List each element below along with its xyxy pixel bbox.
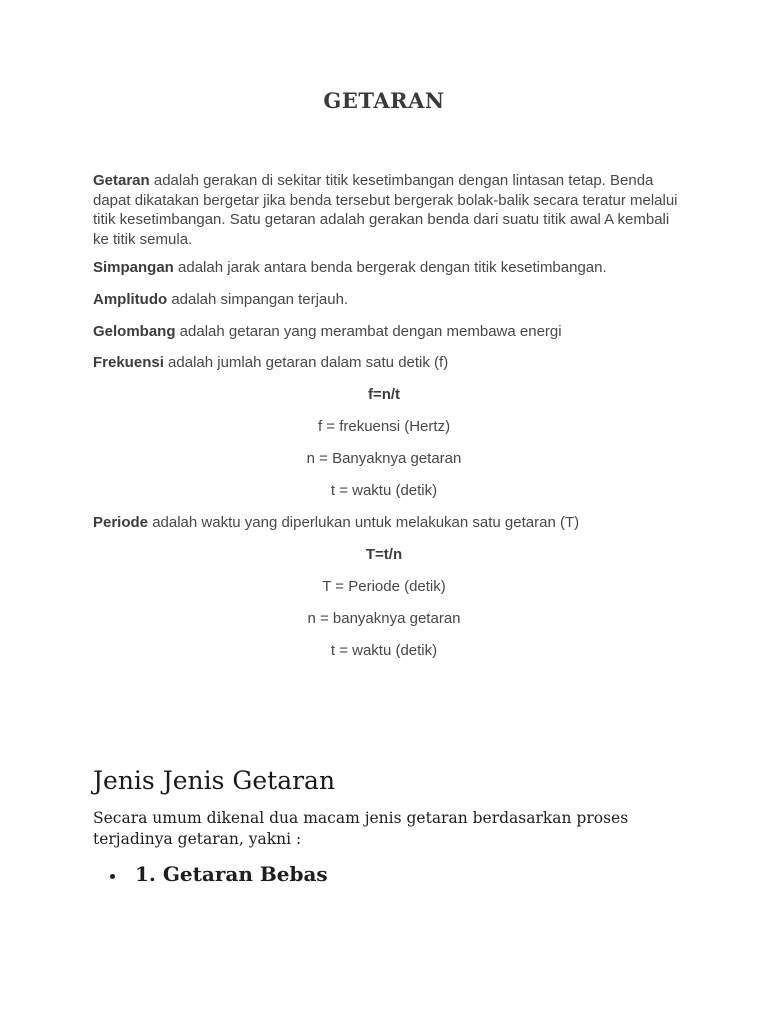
period-legend-time: t = waktu (detik) xyxy=(330,642,438,659)
term-getaran: Getaran xyxy=(93,172,150,189)
definition-frekuensi xyxy=(93,353,683,373)
period-legend-n: n = banyaknya getaran xyxy=(307,610,461,627)
term-simpangan: Simpangan xyxy=(93,259,174,276)
term-periode: Periode xyxy=(93,514,149,531)
list-item-label: 1. Getaran Bebas xyxy=(135,862,328,886)
definition-getaran xyxy=(93,171,683,249)
type-list xyxy=(110,862,328,886)
term-gelombang: Gelombang xyxy=(93,323,176,340)
frequency-legend-n: n = Banyaknya getaran xyxy=(306,450,462,467)
term-frekuensi: Frekuensi xyxy=(93,354,164,371)
definition-frekuensi-text: adalah jumlah getaran dalam satu detik (f) xyxy=(163,354,449,371)
period-legend-t: T = Periode (detik) xyxy=(322,578,446,595)
term-amplitudo: Amplitudo xyxy=(93,291,168,308)
definition-amplitudo xyxy=(93,290,683,310)
definition-simpangan-text: adalah jarak antara benda bergerak dengan titik kesetimbangan. xyxy=(173,259,607,276)
definition-simpangan xyxy=(93,258,683,278)
frequency-legend-f: f = frekuensi (Hertz) xyxy=(317,418,451,435)
list-item xyxy=(110,862,328,886)
bullet-icon xyxy=(110,874,115,879)
definition-gelombang-text: adalah getaran yang merambat dengan membawa energi xyxy=(175,323,562,340)
definition-getaran-text: adalah gerakan di sekitar titik kesetimbangan dengan lintasan tetap. Benda dapat dikatakan bergetar jika benda tersebut bergerak bolak-balik secara teratur melalui titik kesetimbangan. Satu getaran adalah gerakan benda dari suatu titik awal A kembali ke titik semula. xyxy=(93,172,678,248)
definition-amplitudo-text: adalah simpangan terjauh. xyxy=(167,291,349,308)
frequency-legend-t: t = waktu (detik) xyxy=(330,482,438,499)
definition-gelombang xyxy=(93,322,683,342)
definition-periode-text: adalah waktu yang diperlukan untuk melakukan satu getaran (T) xyxy=(148,514,580,531)
document-title: GETARAN xyxy=(323,88,445,113)
section-intro: Secara umum dikenal dua macam jenis getaran berdasarkan proses terjadinya getaran, yakni : xyxy=(93,809,629,848)
definition-periode xyxy=(93,513,683,533)
section-heading: Jenis Jenis Getaran xyxy=(93,766,336,795)
frequency-formula: f=n/t xyxy=(367,386,401,403)
period-formula: T=t/n xyxy=(365,546,403,563)
